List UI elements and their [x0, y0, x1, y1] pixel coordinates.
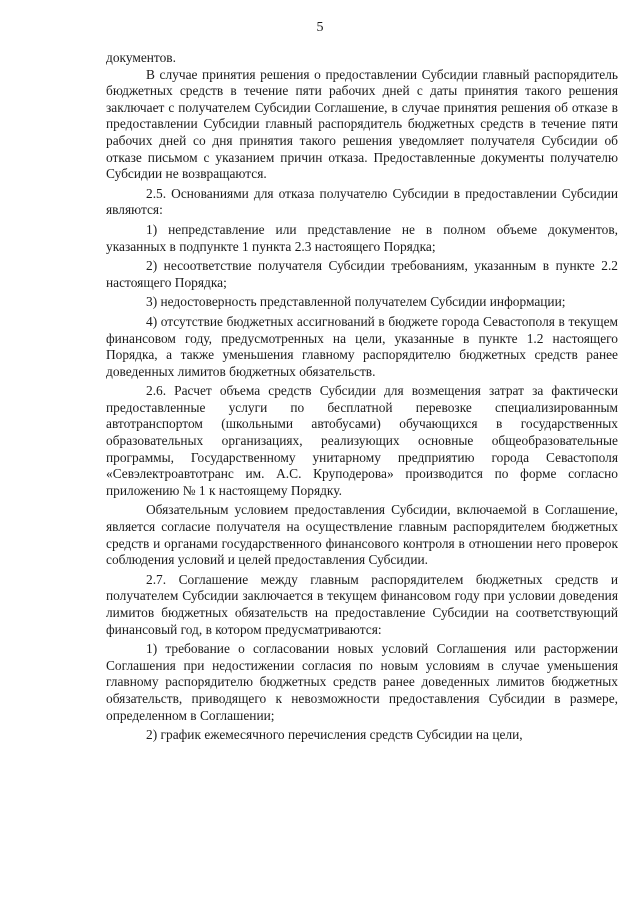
list-item-2-5-3: 3) недостоверность представленной получателем Субсидии информации; — [146, 294, 566, 310]
list-item-2-5-2: 2) несоответствие получателя Субсидии требованиям, указанным в пункте 2.2 настоящего Порядка; — [106, 258, 618, 290]
paragraph-2-6: 2.6. Расчет объема средств Субсидии для возмещения затрат за фактически предоставленные услуги по бесплатной перевозке специализированным автотранспортом (школьными автобусами) обучающихся в государственных образовательных организациях, реализующих основные общеобразовательные программы, Государственному унитарному предприятию города Севастополя «Севэлектроавтотранс им. А.С. Круподерова» производится по форме согласно приложению № 1 к настоящему Порядку. — [106, 383, 618, 498]
paragraph-mandatory-condition: Обязательным условием предоставления Субсидии, включаемой в Соглашение, является согласие получателя на осуществление главным распорядителем бюджетных средств и органами государственного финансового контроля в отношении него проверок соблюдения условий и целей предоставления Субсидии. — [106, 502, 618, 568]
document-body — [106, 50, 618, 744]
page-number: 5 — [316, 20, 324, 35]
paragraph-2-5: 2.5. Основаниями для отказа получателю Субсидии в предоставлении Субсидии являются: — [106, 185, 618, 218]
paragraph-continuation: документов. — [106, 50, 176, 65]
list-item-2-5-1: 1) непредставление или представление не в полном объеме документов, указанных в подпункте 1 пункта 2.3 настоящего Порядка; — [106, 221, 618, 254]
list-item-2-7-1: 1) требование о согласовании новых условий Соглашения или расторжении Соглашения при недостижении согласия по новым условиям в случае уменьшения главному распорядителю бюджетных средств ранее доведенных лимитов бюджетных обязательств, приводящего к невозможности предоставления Субсидии в размере, определенном в Соглашении; — [106, 641, 618, 723]
paragraph-decision: В случае принятия решения о предоставлении Субсидии главный распорядитель бюджетных средств в течение пяти рабочих дней с даты принятия такого решения заключает с получателем Субсидии Соглашение, в случае принятия решения об отказе в предоставлении Субсидии главный распорядитель бюджетных средств в течение пяти рабочих дней со дня принятия такого решения уведомляет получателя Субсидии об отказе письмом с указанием причин отказа. Предоставленные документы получателю Субсидии не возвращаются. — [106, 66, 618, 182]
list-item-2-7-2: 2) график ежемесячного перечисления средств Субсидии на цели, — [146, 727, 523, 743]
list-item-2-5-4: 4) отсутствие бюджетных ассигнований в бюджете города Севастополя в текущем финансовом году, предусмотренных на цели, указанные в пункте 1.2 настоящего Порядка, а также уменьшения главному распорядителю бюджетных средств ранее доведенных лимитов бюджетных обязательств. — [106, 313, 618, 379]
paragraph-2-7: 2.7. Соглашение между главным распорядителем бюджетных средств и получателем Субсидии заключается в текущем финансовом году при условии доведения лимитов бюджетных обязательств на предоставление Субсидии на соответствующий финансовый год, в котором предусматриваются: — [106, 571, 618, 637]
